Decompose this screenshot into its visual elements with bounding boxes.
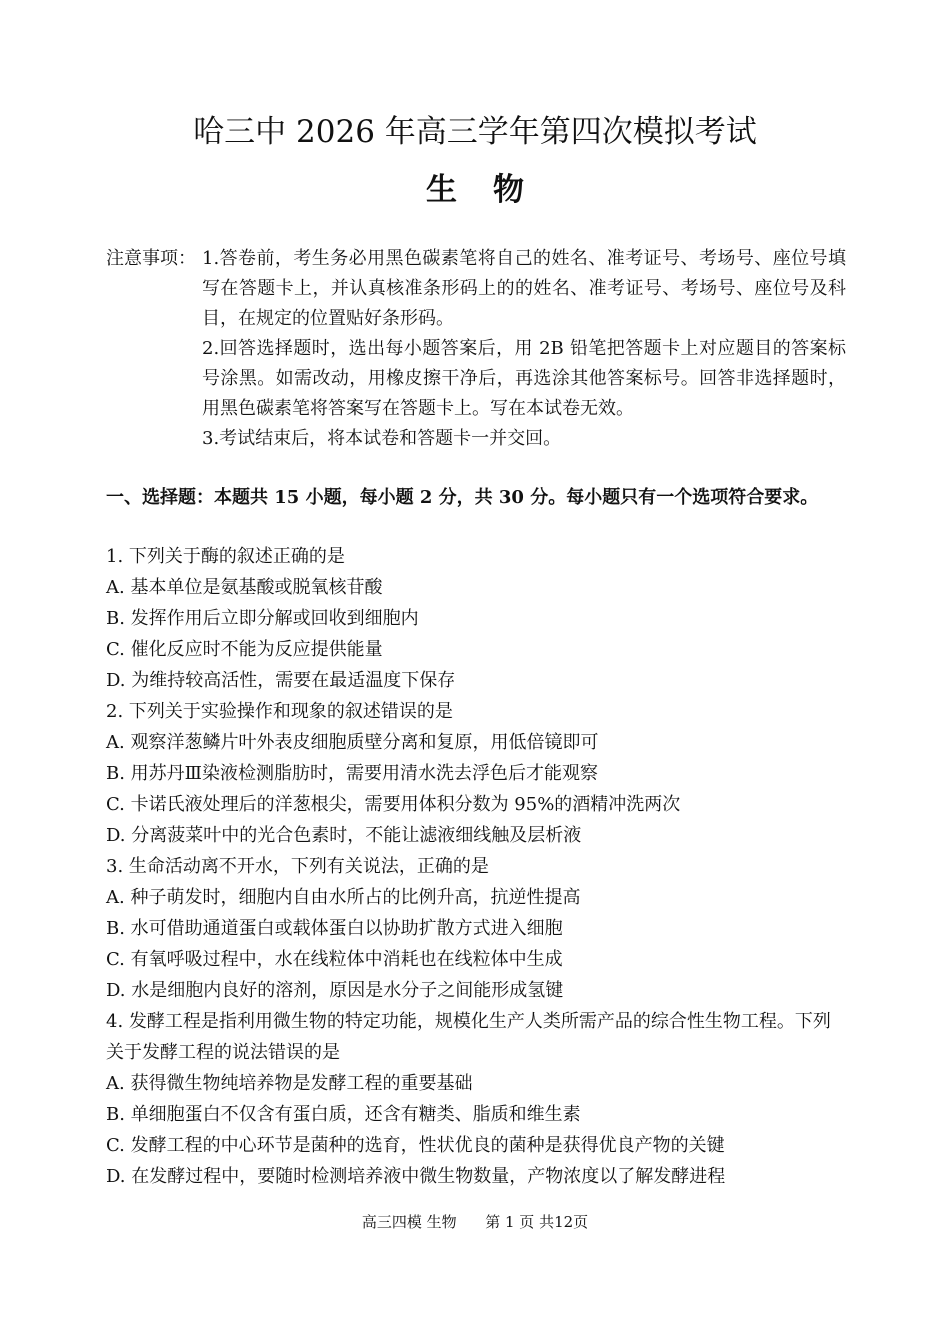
question-stem: 1. 下列关于酶的叙述正确的是 <box>106 546 345 567</box>
instruction-item: 1.答卷前，考生务必用黑色碳素笔将自己的姓名、准考证号、考场号、座位号填写在答题卡上，并认真核准条形码上的的姓名、准考证号、考场号、座位号及科目，在规定的位置贴好条形码。 <box>202 248 846 329</box>
option-c: C. 发酵工程的中心环节是菌种的选育，性状优良的菌种是获得优良产物的关键 <box>106 1135 725 1156</box>
option-a: A. 观察洋葱鳞片叶外表皮细胞质壁分离和复原，用低倍镜即可 <box>106 732 599 753</box>
question-stem: 4. 发酵工程是指利用微生物的特定功能，规模化生产人类所需产品的综合性生物工程。下列关于发酵工程的说法错误的是 <box>106 1011 831 1063</box>
option-d: D. 水是细胞内良好的溶剂，原因是水分子之间能形成氢键 <box>106 980 564 1001</box>
option-d: D. 分离菠菜叶中的光合色素时，不能让滤液细线触及层析液 <box>106 825 582 846</box>
option-c: C. 有氧呼吸过程中，水在线粒体中消耗也在线粒体中生成 <box>106 949 563 970</box>
exam-instructions <box>106 244 846 454</box>
option-b: B. 单细胞蛋白不仅含有蛋白质，还含有糖类、脂质和维生素 <box>106 1104 581 1125</box>
question-3 <box>106 851 846 1006</box>
exam-title: 哈三中 2026 年高三学年第四次模拟考试 <box>193 114 757 150</box>
option-b: B. 发挥作用后立即分解或回收到细胞内 <box>106 608 419 629</box>
option-c: C. 卡诺氏液处理后的洋葱根尖，需要用体积分数为 95%的酒精冲洗两次 <box>106 794 681 815</box>
instructions-label: 注意事项： <box>106 248 196 269</box>
question-2 <box>106 696 846 851</box>
option-c: C. 催化反应时不能为反应提供能量 <box>106 639 383 660</box>
question-list <box>106 541 846 1192</box>
option-b: B. 用苏丹Ⅲ染液检测脂肪时，需要用清水洗去浮色后才能观察 <box>106 763 599 784</box>
option-a: A. 获得微生物纯培养物是发酵工程的重要基础 <box>106 1073 473 1094</box>
section-heading: 一、选择题：本题共 15 小题，每小题 2 分，共 30 分。每小题只有一个选项符合要求。 <box>106 487 819 508</box>
question-stem: 2. 下列关于实验操作和现象的叙述错误的是 <box>106 701 453 722</box>
option-d: D. 在发酵过程中，要随时检测培养液中微生物数量，产物浓度以了解发酵进程 <box>106 1166 726 1187</box>
instruction-item: 3.考试结束后，将本试卷和答题卡一并交回。 <box>202 428 562 449</box>
question-4 <box>106 1006 846 1192</box>
exam-subject: 生物 <box>426 172 560 208</box>
option-a: A. 种子萌发时，细胞内自由水所占的比例升高，抗逆性提高 <box>106 887 581 908</box>
question-1 <box>106 541 846 696</box>
option-d: D. 为维持较高活性，需要在最适温度下保存 <box>106 670 456 691</box>
option-b: B. 水可借助通道蛋白或载体蛋白以协助扩散方式进入细胞 <box>106 918 563 939</box>
instructions-body <box>202 244 846 454</box>
instruction-item: 2.回答选择题时，选出每小题答案后，用 2B 铅笔把答题卡上对应题目的答案标号涂黑。如需改动，用橡皮擦干净后，再选涂其他答案标号。回答非选择题时，用黑色碳素笔将答案写在答题卡上。写在本试卷无效。 <box>202 338 846 419</box>
option-a: A. 基本单位是氨基酸或脱氧核苷酸 <box>106 577 383 598</box>
page-footer: 高三四模 生物 第 1 页 共12页 <box>361 1213 589 1231</box>
question-stem: 3. 生命活动离不开水，下列有关说法，正确的是 <box>106 856 489 877</box>
